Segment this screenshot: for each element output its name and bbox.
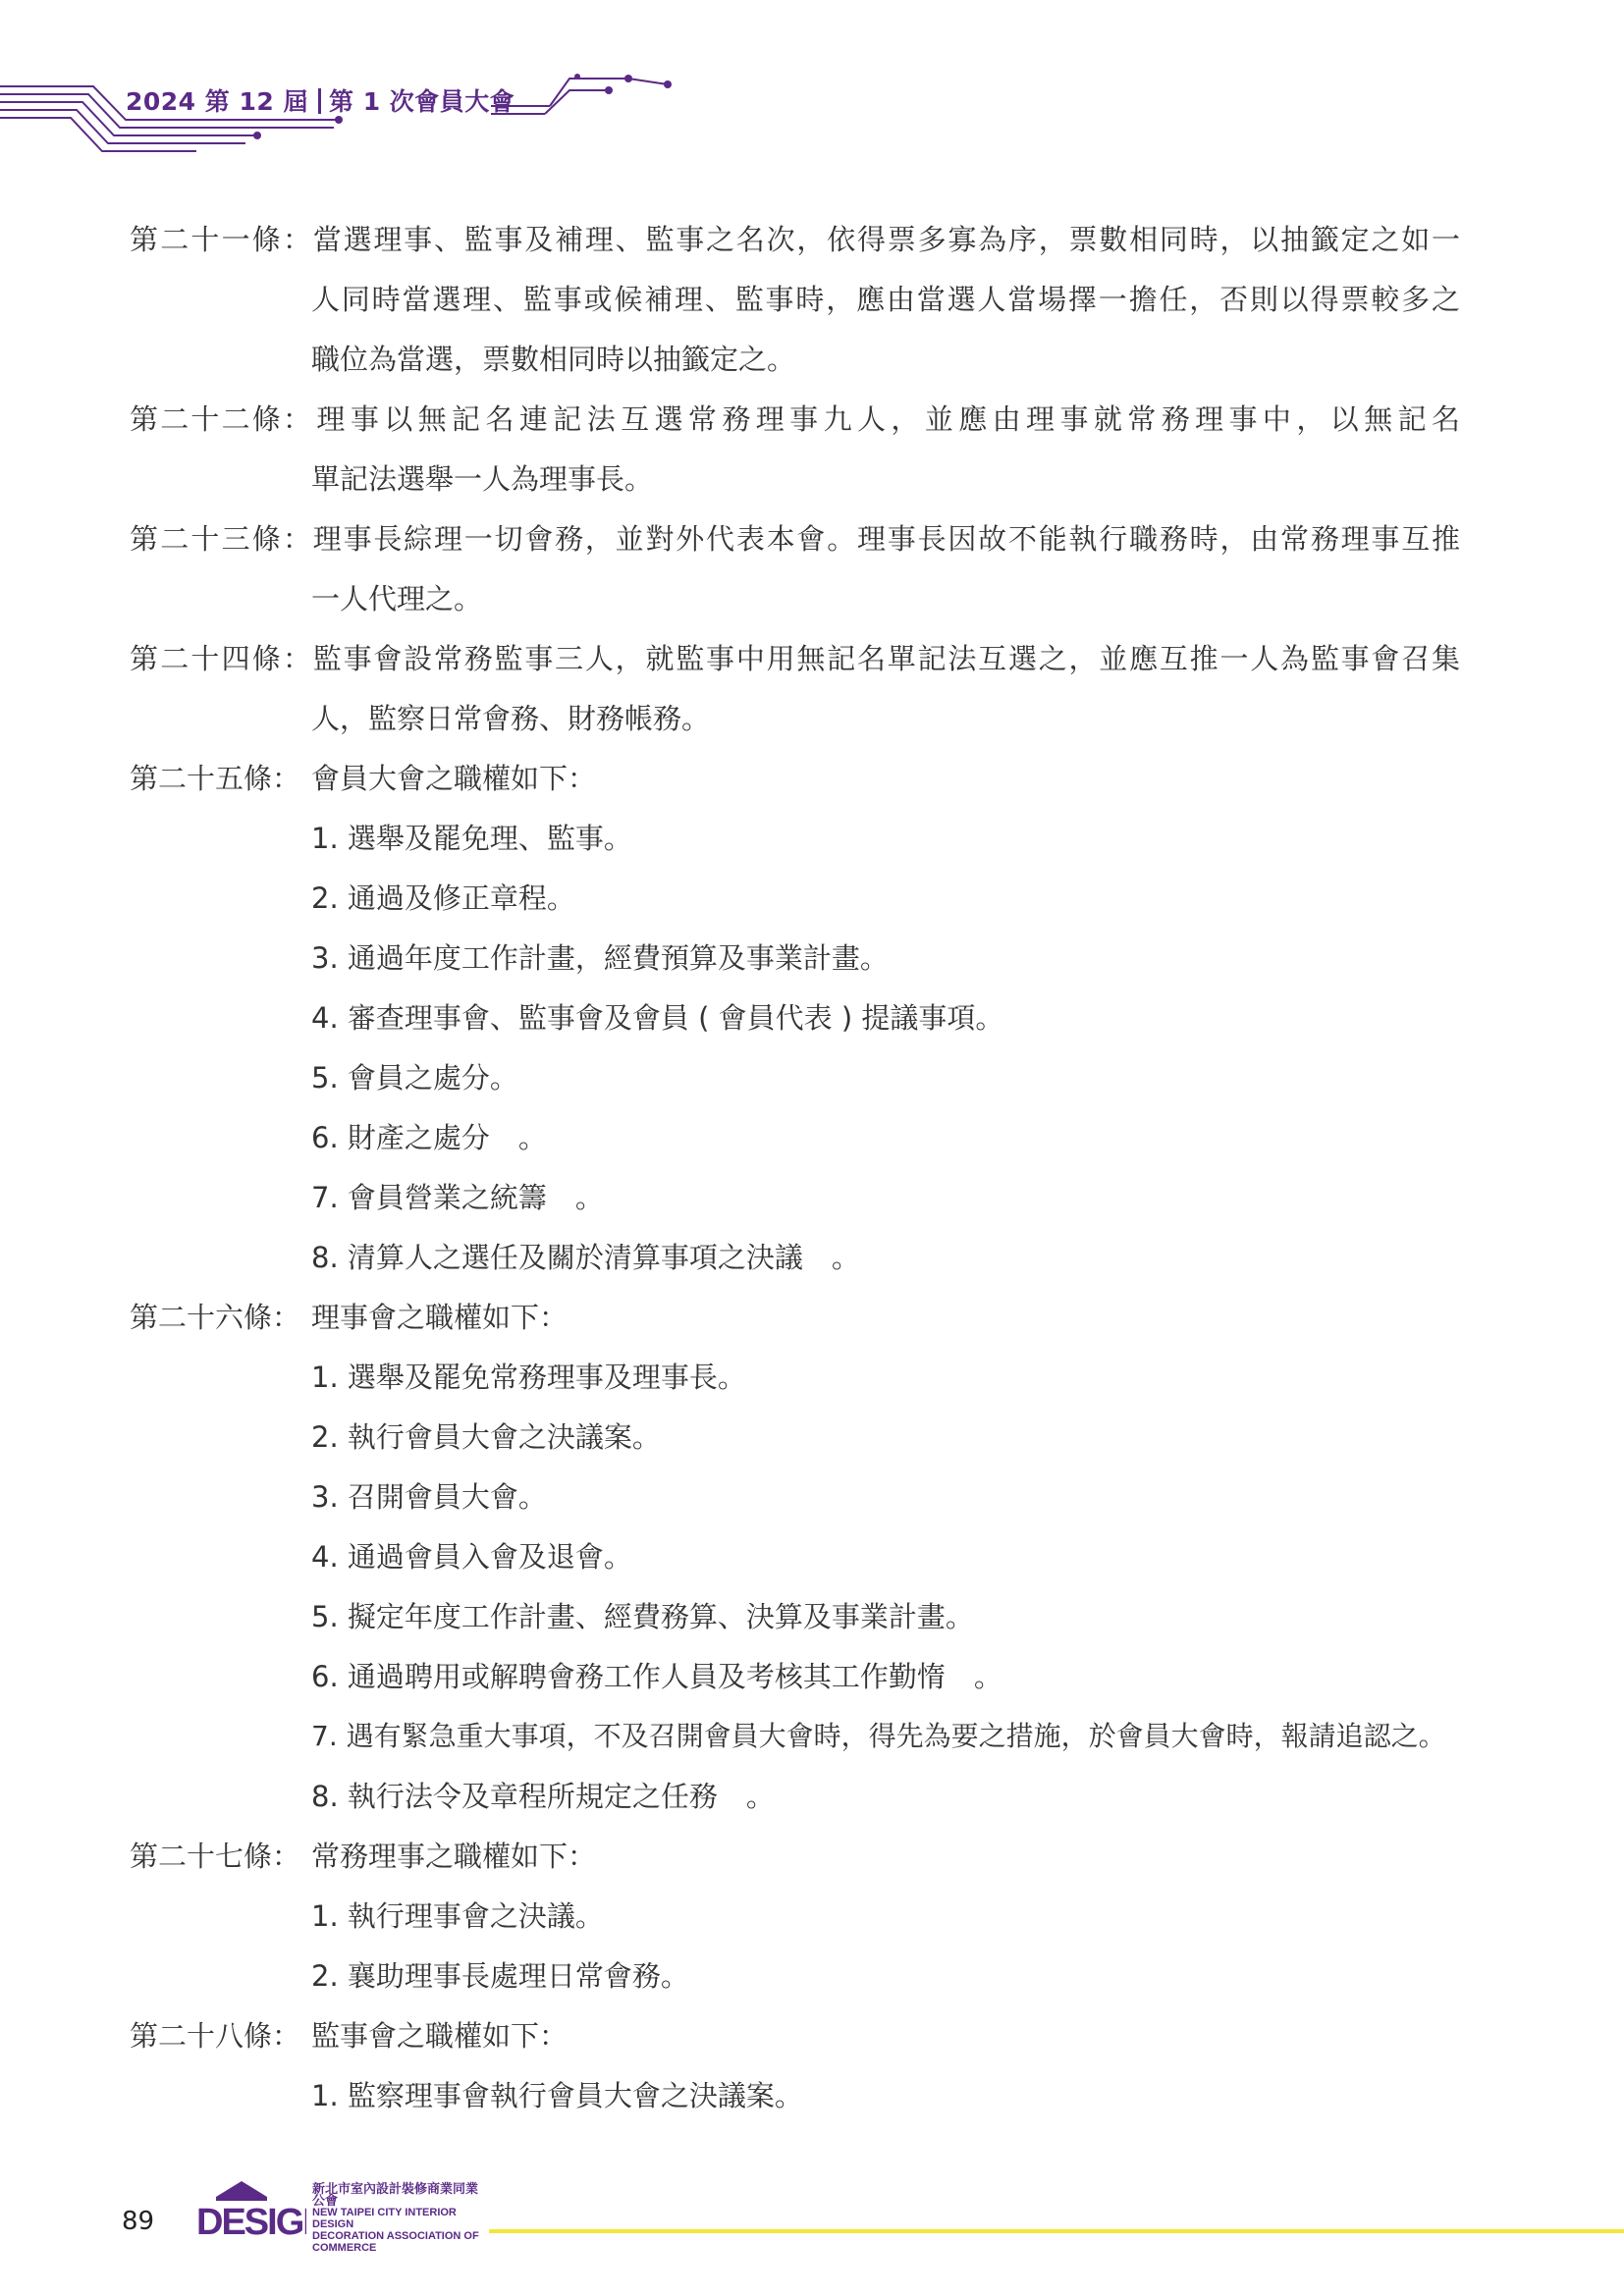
article-24 bbox=[130, 641, 1460, 676]
article-label: 第二十五條： bbox=[130, 762, 301, 795]
list-item: 7. 遇有緊急重大事項，不及召開會員大會時，得先為要之措施，於會員大會時，報請追認之。 bbox=[311, 1720, 1446, 1752]
article-label: 第二十一條： bbox=[130, 223, 311, 256]
list-item: 7. 會員營業之統籌 。 bbox=[311, 1181, 604, 1214]
list-item: 6. 財產之處分 。 bbox=[311, 1121, 547, 1154]
list-item: 8. 執行法令及章程所規定之任務 。 bbox=[311, 1780, 775, 1813]
header-decoration bbox=[0, 0, 1624, 157]
list-item: 1. 監察理事會執行會員大會之決議案。 bbox=[311, 2079, 803, 2112]
design-logo bbox=[196, 2177, 306, 2242]
list-item: 1. 選舉及罷免常務理事及理事長。 bbox=[311, 1361, 746, 1394]
list-item: 2. 通過及修正章程。 bbox=[311, 881, 575, 915]
list-item: 6. 通過聘用或解聘會務工作人員及考核其工作勤惰 。 bbox=[311, 1660, 1002, 1693]
house-logo-icon bbox=[196, 2177, 306, 2238]
article-text: 職位為當選，票數相同時以抽籤定之。 bbox=[311, 343, 796, 376]
article-26 bbox=[130, 1300, 568, 1335]
article-text: 常務理事之職權如下： bbox=[311, 1840, 597, 1873]
article-text: 當選理事、監事及補理、監事之名次，依得票多寡為序，票數相同時，以抽籤定之如一 bbox=[311, 223, 1460, 256]
article-text: 一人代理之。 bbox=[311, 582, 483, 615]
footer-rule bbox=[489, 2229, 1624, 2233]
article-label: 第二十三條： bbox=[130, 522, 311, 556]
list-item: 4. 通過會員入會及退會。 bbox=[311, 1540, 632, 1574]
article-label: 第二十二條： bbox=[130, 402, 311, 436]
article-25 bbox=[130, 761, 596, 796]
title-separator bbox=[318, 88, 321, 114]
list-item: 3. 召開會員大會。 bbox=[311, 1480, 547, 1514]
list-item: 2. 襄助理事長處理日常會務。 bbox=[311, 1959, 689, 1993]
article-label: 第二十六條： bbox=[130, 1301, 301, 1334]
list-item: 1. 執行理事會之決議。 bbox=[311, 1899, 604, 1933]
article-text: 人，監察日常會務、財務帳務。 bbox=[311, 702, 711, 735]
article-23 bbox=[130, 521, 1460, 557]
page-number: 89 bbox=[122, 2207, 155, 2236]
article-text: 監事會之職權如下： bbox=[311, 2019, 568, 2053]
list-item: 3. 通過年度工作計畫，經費預算及事業計畫。 bbox=[311, 941, 889, 975]
list-item: 5. 擬定年度工作計畫、經費務算、決算及事業計畫。 bbox=[311, 1600, 974, 1633]
article-27 bbox=[130, 1839, 596, 1874]
list-item: 2. 執行會員大會之決議案。 bbox=[311, 1420, 661, 1454]
article-text: 監事會設常務監事三人，就監事中用無記名單記法互選之，並應互推一人為監事會召集 bbox=[311, 642, 1460, 675]
association-name-en-2: DECORATION ASSOCIATION OF COMMERCE bbox=[312, 2230, 479, 2254]
article-text: 人同時當選理、監事或候補理、監事時，應由當選人當場擇一擔任，否則以得票較多之 bbox=[311, 283, 1460, 316]
article-22 bbox=[130, 401, 1460, 437]
page-header bbox=[0, 0, 1624, 157]
article-text: 理事以無記名連記法互選常務理事九人，並應由理事就常務理事中，以無記名 bbox=[311, 402, 1460, 436]
meeting-title bbox=[126, 82, 514, 118]
meeting-term: 2024 第 12 屆 bbox=[126, 87, 308, 116]
article-21 bbox=[130, 222, 1460, 257]
meeting-session: 第 1 次會員大會 bbox=[328, 87, 515, 116]
article-28 bbox=[130, 2018, 568, 2054]
article-label: 第二十八條： bbox=[130, 2019, 301, 2053]
article-text: 理事長綜理一切會務，並對外代表本會。理事長因故不能執行職務時，由常務理事互推 bbox=[311, 522, 1460, 556]
logo-text: DESIG bbox=[196, 2202, 303, 2238]
list-item: 1. 選舉及罷免理、監事。 bbox=[311, 822, 632, 855]
list-item: 8. 清算人之選任及關於清算事項之決議 。 bbox=[311, 1241, 860, 1274]
association-name-en-1: NEW TAIPEI CITY INTERIOR DESIGN bbox=[312, 2207, 457, 2230]
association-name-zh: 新北市室內設計裝修商業同業公會 bbox=[312, 2181, 479, 2208]
list-item: 5. 會員之處分。 bbox=[311, 1061, 518, 1095]
association-name bbox=[312, 2183, 489, 2254]
list-item: 4. 審查理事會、監事會及會員 ( 會員代表 ) 提議事項。 bbox=[311, 1001, 1004, 1035]
article-text: 理事會之職權如下： bbox=[311, 1301, 568, 1334]
article-label: 第二十七條： bbox=[130, 1840, 301, 1873]
article-text: 單記法選舉一人為理事長。 bbox=[311, 462, 654, 496]
article-label: 第二十四條： bbox=[130, 642, 311, 675]
article-text: 會員大會之職權如下： bbox=[311, 762, 597, 795]
